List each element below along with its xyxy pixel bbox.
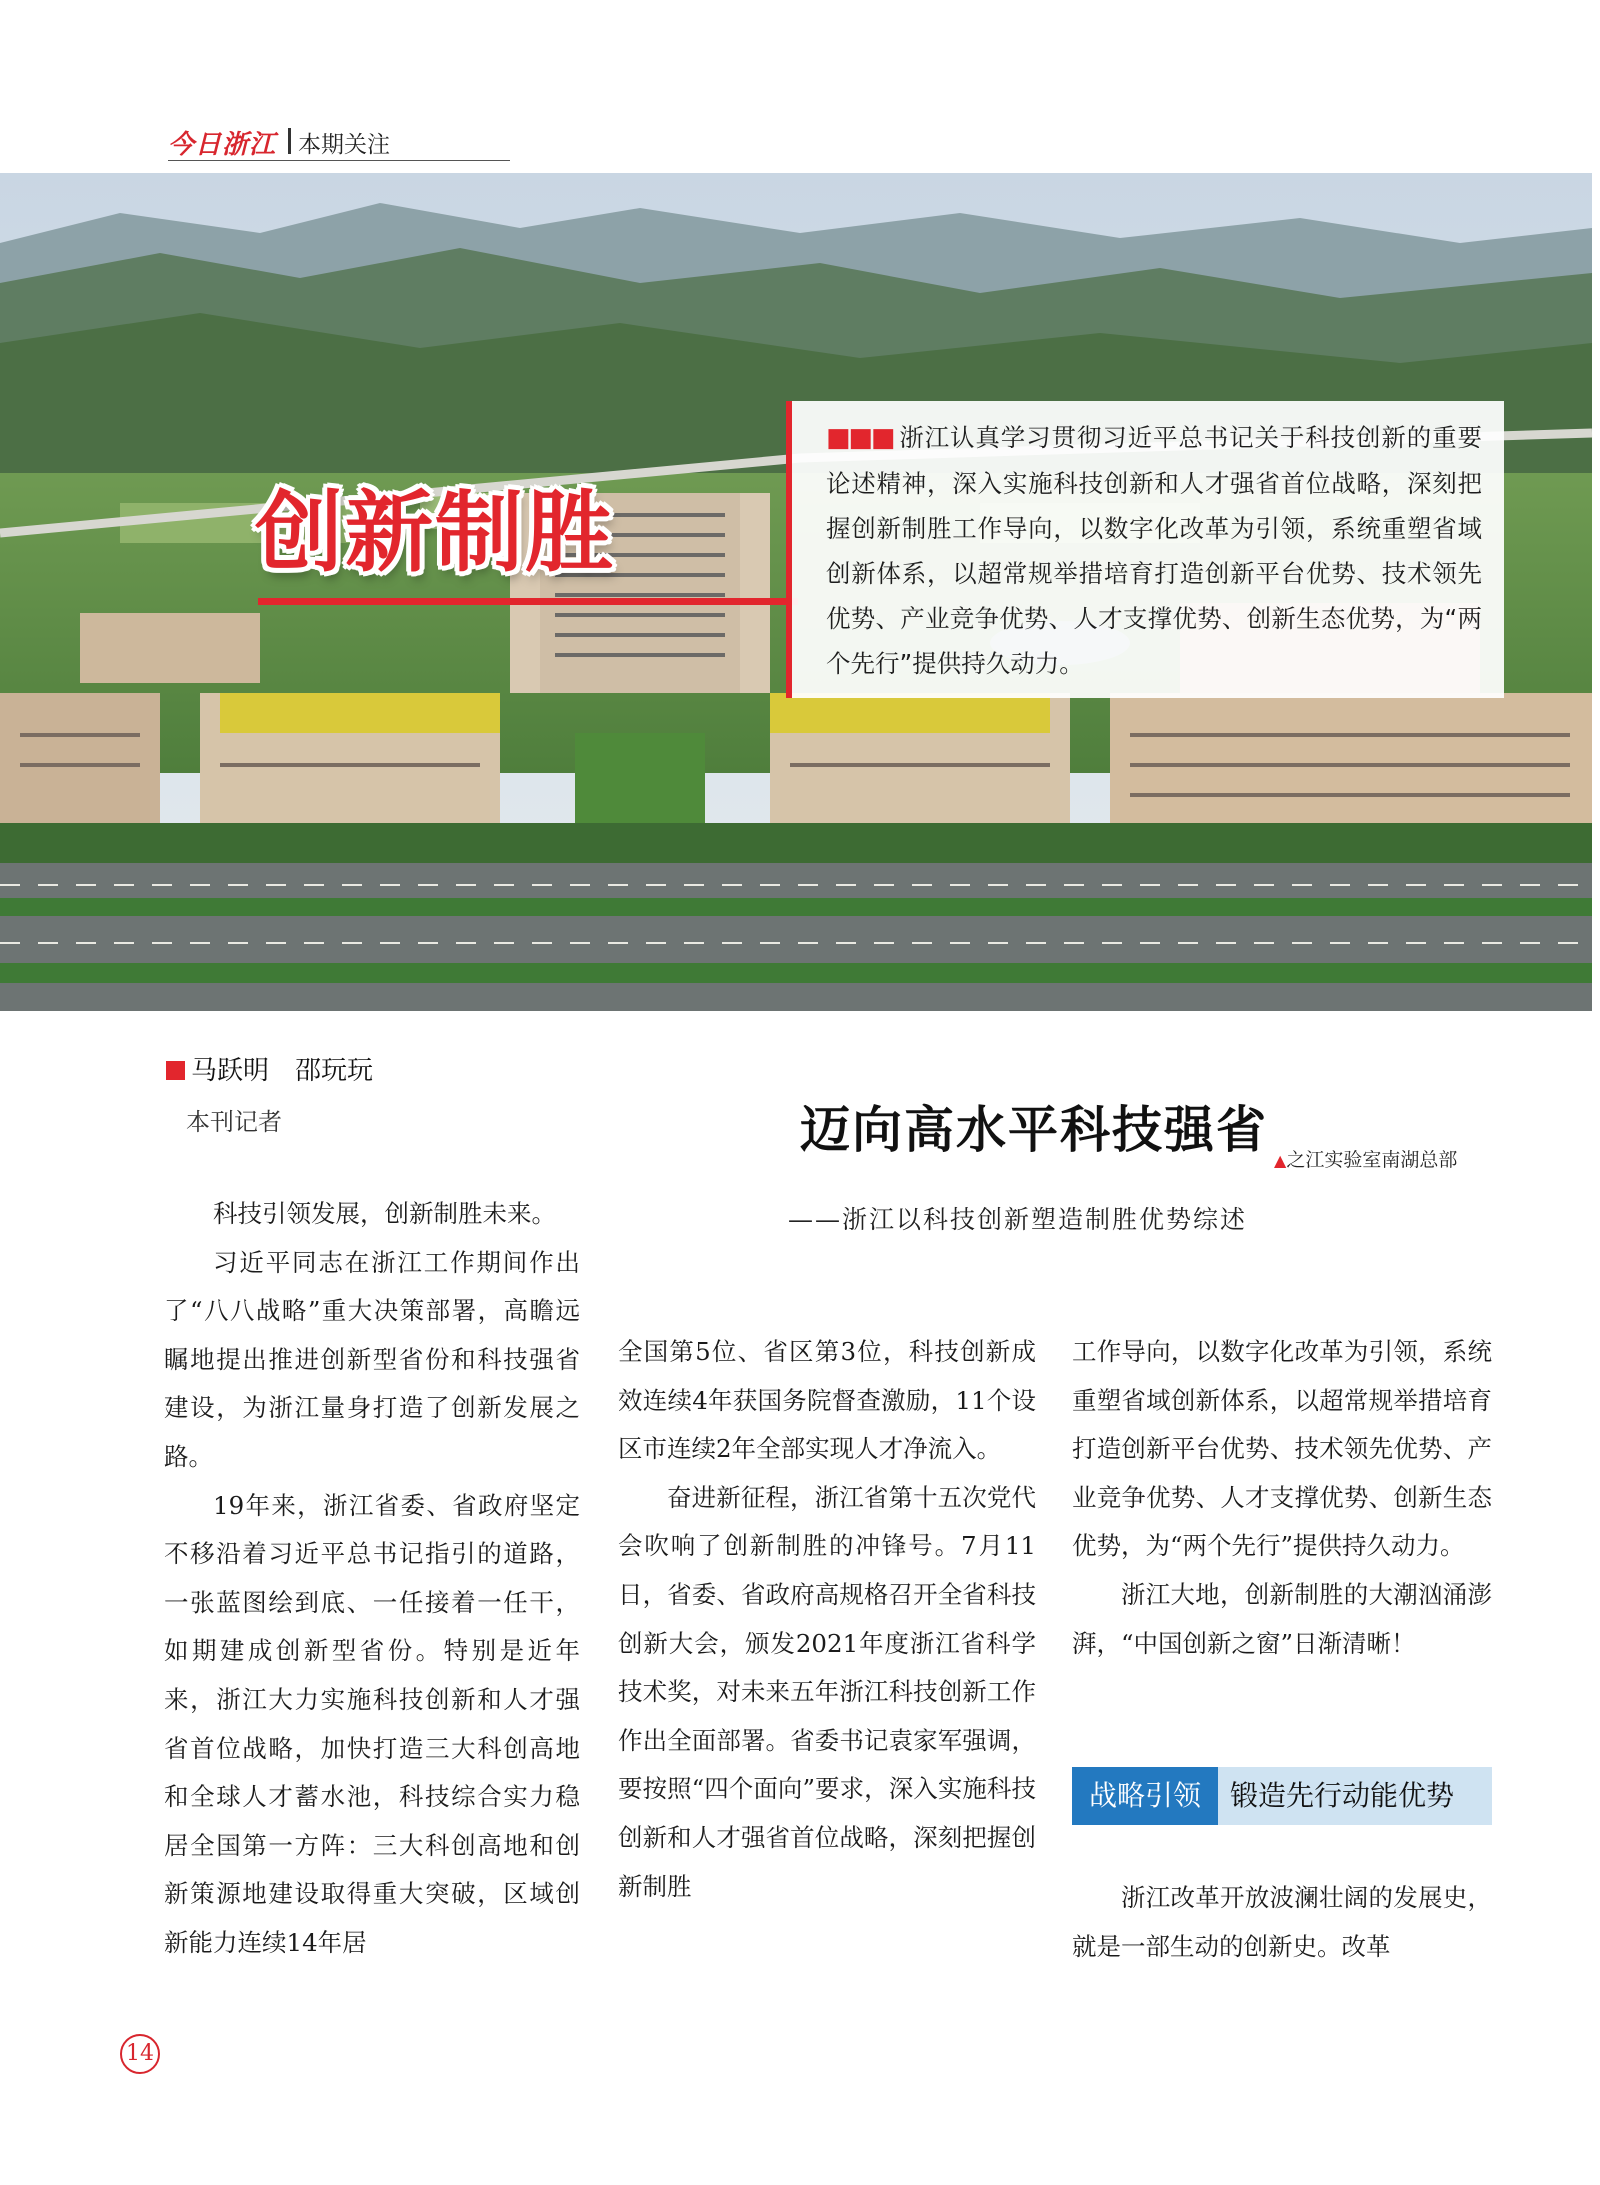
body-column-1 (164, 1190, 580, 1968)
subhead-text: 锻造先行动能优势 (1230, 1779, 1455, 1812)
photo-caption (1258, 1141, 1498, 1179)
hero-headline-rule (258, 598, 798, 605)
paragraph: 浙江改革开放波澜壮阔的发展史，就是一部生动的创新史。改革 (1072, 1883, 1492, 1961)
summary-marker: ■■■ (826, 423, 894, 453)
paragraph: 19年来，浙江省委、省政府坚定不移沿着习近平总书记指引的道路，一张蓝图绘到底、一任接着一任干，如期建成创新型省份。特别是近年来，浙江大力实施科技创新和人才强省首位战略，加快打造三大科创高地和全球人才蓄水池，科技综合实力稳居全国第一方阵：三大科创高地和创新策源地建设取得重大突破，区域创新能力连续14年居 (164, 1490, 580, 1957)
summary-box (786, 401, 1504, 698)
paragraph-continued: 全国第5位、省区第3位，科技创新成效连续4年获国务院督查激励，11个设区市连续2年全部实现人才净流入。 (618, 1337, 1036, 1464)
paragraph: 奋进新征程，浙江省第十五次党代会吹响了创新制胜的冲锋号。7月11日，省委、省政府高规格召开全省科技创新大会，颁发2021年度浙江省科学技术奖，对未来五年浙江科技创新工作作出全面部署。省委书记袁家军强调，要按照“四个面向”要求，深入实施科技创新和人才强省首位战略，深刻把握创新制胜 (618, 1482, 1036, 1901)
page-number: 14 (120, 2034, 160, 2074)
paragraph: 浙江大地，创新制胜的大潮汹涌澎湃，“中国创新之窗”日渐清晰！ (1072, 1579, 1492, 1658)
caption-text: 之江实验室南湖总部 (1286, 1149, 1458, 1171)
red-square-icon (166, 1061, 185, 1080)
body-column-3 (1072, 1328, 1492, 1668)
body-column-3-lower (1072, 1874, 1492, 1971)
brand-divider (288, 128, 291, 154)
section-subhead (1072, 1767, 1492, 1825)
author-names: 马跃明 邵玩玩 (191, 1056, 374, 1086)
byline-role: 本刊记者 (186, 1108, 282, 1136)
masthead (168, 120, 510, 161)
byline-authors (166, 1050, 373, 1087)
summary-text: 浙江认真学习贯彻习近平总书记关于科技创新的重要论述精神，深入实施科技创新和人才强省首位战略，深刻把握创新制胜工作导向，以数字化改革为引领，系统重塑省域创新体系，以超常规举措培育打造创新平台优势、技术领先优势、产业竞争优势、人才支撑优势、创新生态优势，为“两个先行”提供持久动力。 (826, 423, 1482, 678)
hero-headline: 创新制胜 (255, 481, 616, 584)
article-subtitle: ——浙江以科技创新塑造制胜优势综述 (788, 1205, 1248, 1234)
body-column-2 (618, 1328, 1036, 1911)
subhead-tag: 战略引领 (1072, 1767, 1218, 1825)
paragraph: 科技引领发展，创新制胜未来。 (213, 1199, 556, 1228)
triangle-icon: ▲ (1274, 1151, 1287, 1170)
section-label: 本期关注 (298, 132, 390, 158)
paragraph-continued: 工作导向，以数字化改革为引领，系统重塑省域创新体系，以超常规举措培育打造创新平台优势、技术领先优势、产业竞争优势、人才支撑优势、创新生态优势，为“两个先行”提供持久动力。 (1072, 1337, 1492, 1561)
brand-logo: 今日浙江 (168, 130, 277, 160)
paragraph: 习近平同志在浙江工作期间作出了“八八战略”重大决策部署，高瞻远瞩地提出推进创新型省份和科技强省建设，为浙江量身打造了创新发展之路。 (164, 1247, 580, 1471)
article-title: 迈向高水平科技强省 (800, 1100, 1268, 1159)
